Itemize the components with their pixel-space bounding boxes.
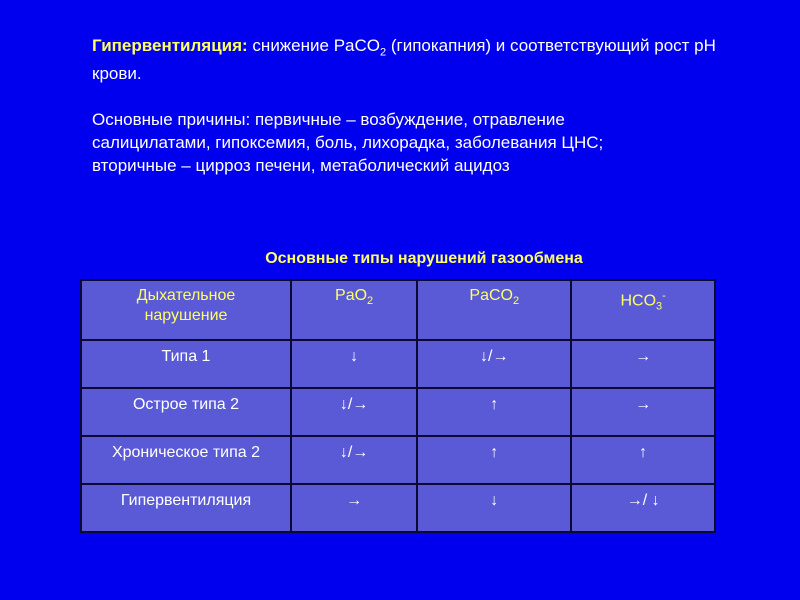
intro-subscript: 2	[380, 46, 387, 59]
row-type: Хроническое типа 2	[81, 436, 291, 484]
row-hco3: →	[571, 388, 715, 436]
row-pao2: →	[291, 484, 417, 532]
row-type: Острое типа 2	[81, 388, 291, 436]
table-row	[81, 340, 715, 388]
table-title: Основные типы нарушений газообмена	[265, 250, 583, 267]
intro-paragraph	[92, 35, 732, 85]
table-header-row	[81, 280, 715, 340]
causes-line-3: вторичные – цирроз печени, метаболический ацидоз	[92, 156, 510, 175]
row-type: Типа 1	[81, 340, 291, 388]
row-pao2: ↓	[291, 340, 417, 388]
row-paco2: ↓	[417, 484, 571, 532]
row-paco2: ↓/→	[417, 340, 571, 388]
header-disorder: Дыхательное нарушение	[81, 280, 291, 340]
intro-term: Гипервентиляция:	[92, 36, 248, 55]
header-paco2: PaCO$_2$	[417, 280, 571, 340]
table-row	[81, 388, 715, 436]
row-hco3: ↑	[571, 436, 715, 484]
row-paco2: ↑	[417, 388, 571, 436]
row-pao2: ↓/→	[291, 388, 417, 436]
header-pao2: PaO$_2$	[291, 280, 417, 340]
causes-paragraph	[92, 108, 732, 177]
table-row	[81, 436, 715, 484]
intro-text-1: снижение PaCO	[247, 36, 380, 55]
row-pao2: ↓/→	[291, 436, 417, 484]
header-hco3: $HCO_3^-$	[571, 280, 715, 340]
intro-text-2: (гипокапния) и соответствующий рост рН крови.	[92, 36, 716, 84]
row-hco3: →/ ↓	[571, 484, 715, 532]
causes-line-1: Основные причины: первичные – возбуждение, отравление	[92, 110, 565, 129]
row-hco3: →	[571, 340, 715, 388]
row-paco2: ↑	[417, 436, 571, 484]
causes-line-2: салицилатами, гипоксемия, боль, лихорадка, заболевания ЦНС;	[92, 133, 604, 152]
table-row	[81, 484, 715, 532]
gas-exchange-table	[80, 279, 716, 533]
row-type: Гипервентиляция	[81, 484, 291, 532]
